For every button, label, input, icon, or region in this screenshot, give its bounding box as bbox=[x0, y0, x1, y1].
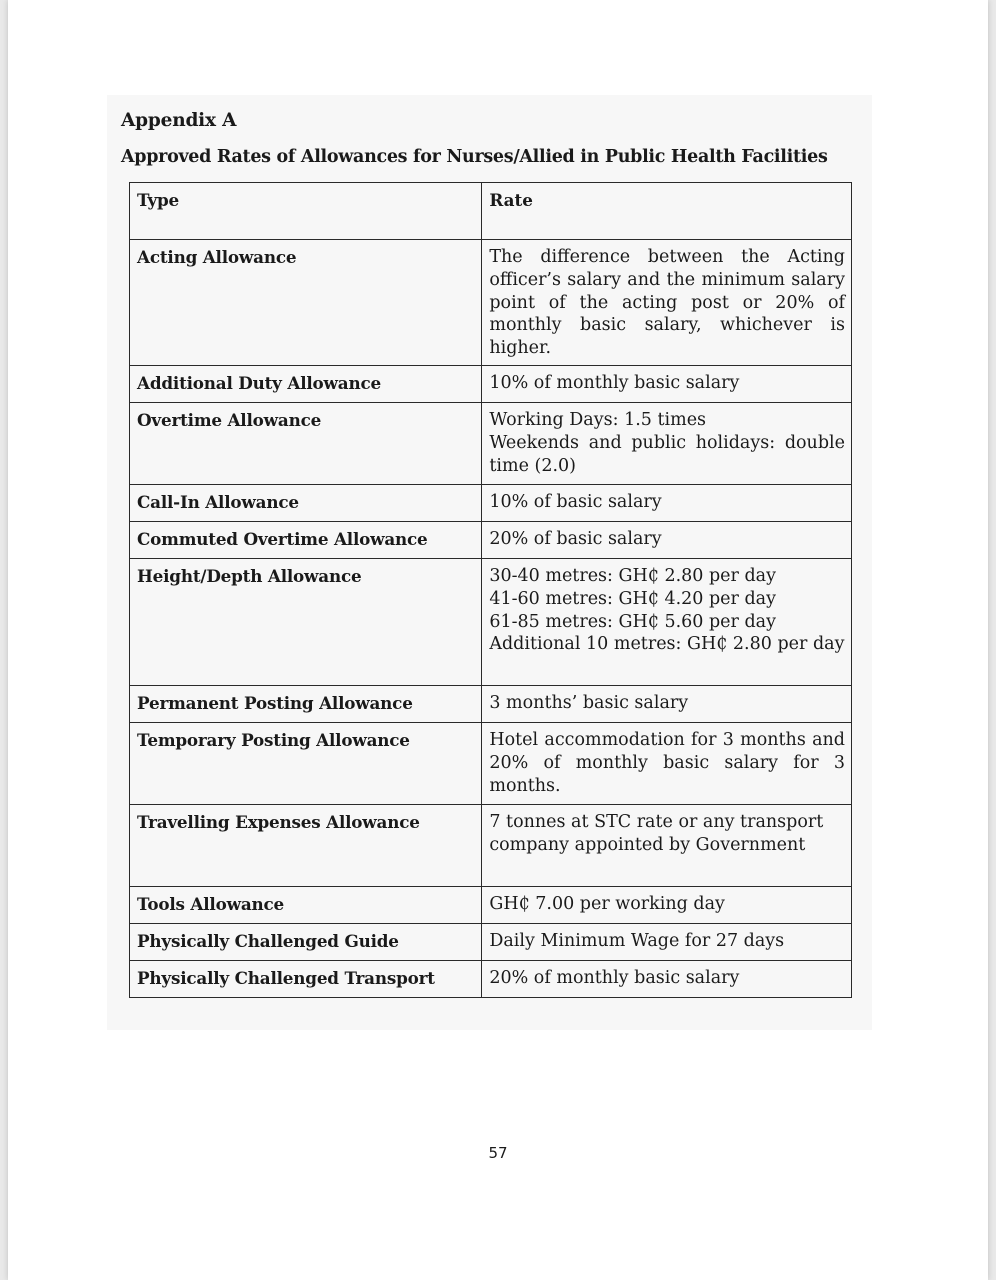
appendix-heading: Appendix A bbox=[121, 110, 237, 131]
rate-line: 41-60 metres: GH₵ 4.20 per day bbox=[489, 588, 776, 609]
row-rate: The difference between the Acting officer’s salary and the minimum salary point of the acting post or 20% of monthly basic salary, whichever is higher. bbox=[482, 240, 852, 366]
row-rate: 20% of basic salary bbox=[482, 522, 852, 559]
table-row bbox=[130, 240, 852, 366]
rate-line: 61-85 metres: GH₵ 5.60 per day bbox=[489, 611, 776, 632]
row-type: Overtime Allowance bbox=[130, 403, 482, 485]
allowance-rates-table bbox=[129, 182, 852, 998]
table-title: Approved Rates of Allowances for Nurses/Allied in Public Health Facilities bbox=[121, 147, 828, 167]
rate-line: Weekends and public holidays: double time (2.0) bbox=[489, 432, 845, 476]
row-type: Additional Duty Allowance bbox=[130, 366, 482, 403]
row-rate bbox=[482, 559, 852, 686]
table-row bbox=[130, 924, 852, 961]
row-type: Physically Challenged Guide bbox=[130, 924, 482, 961]
row-rate: 10% of monthly basic salary bbox=[482, 366, 852, 403]
table-row bbox=[130, 366, 852, 403]
table-row bbox=[130, 723, 852, 805]
rate-line: 30-40 metres: GH₵ 2.80 per day bbox=[489, 566, 776, 586]
row-rate: Hotel accommodation for 3 months and 20% of monthly basic salary for 3 months. bbox=[482, 723, 852, 805]
rate-line: Working Days: 1.5 times bbox=[489, 410, 707, 430]
row-rate: Daily Minimum Wage for 27 days bbox=[482, 924, 852, 961]
row-type: Height/Depth Allowance bbox=[130, 559, 482, 686]
page-number: 57 bbox=[488, 1144, 508, 1162]
table-row bbox=[130, 686, 852, 723]
table-row bbox=[130, 522, 852, 559]
row-type: Temporary Posting Allowance bbox=[130, 723, 482, 805]
row-type: Commuted Overtime Allowance bbox=[130, 522, 482, 559]
row-type: Tools Allowance bbox=[130, 887, 482, 924]
row-type: Travelling Expenses Allowance bbox=[130, 805, 482, 887]
row-type: Permanent Posting Allowance bbox=[130, 686, 482, 723]
row-rate bbox=[482, 403, 852, 485]
row-type: Acting Allowance bbox=[130, 240, 482, 366]
row-rate: 7 tonnes at STC rate or any transport company appointed by Government bbox=[482, 805, 852, 887]
header-rate: Rate bbox=[482, 183, 852, 240]
table-row bbox=[130, 485, 852, 522]
row-rate: 20% of monthly basic salary bbox=[482, 961, 852, 998]
table-row bbox=[130, 805, 852, 887]
row-type: Physically Challenged Transport bbox=[130, 961, 482, 998]
row-rate: 3 months’ basic salary bbox=[482, 686, 852, 723]
row-type: Call-In Allowance bbox=[130, 485, 482, 522]
table-row bbox=[130, 961, 852, 998]
row-rate: 10% of basic salary bbox=[482, 485, 852, 522]
table-row bbox=[130, 559, 852, 686]
table-row bbox=[130, 887, 852, 924]
table-row bbox=[130, 403, 852, 485]
row-rate: GH₵ 7.00 per working day bbox=[482, 887, 852, 924]
rate-line: Additional 10 metres: GH₵ 2.80 per day bbox=[489, 634, 845, 655]
header-type: Type bbox=[130, 183, 482, 240]
table-header-row bbox=[130, 183, 852, 240]
